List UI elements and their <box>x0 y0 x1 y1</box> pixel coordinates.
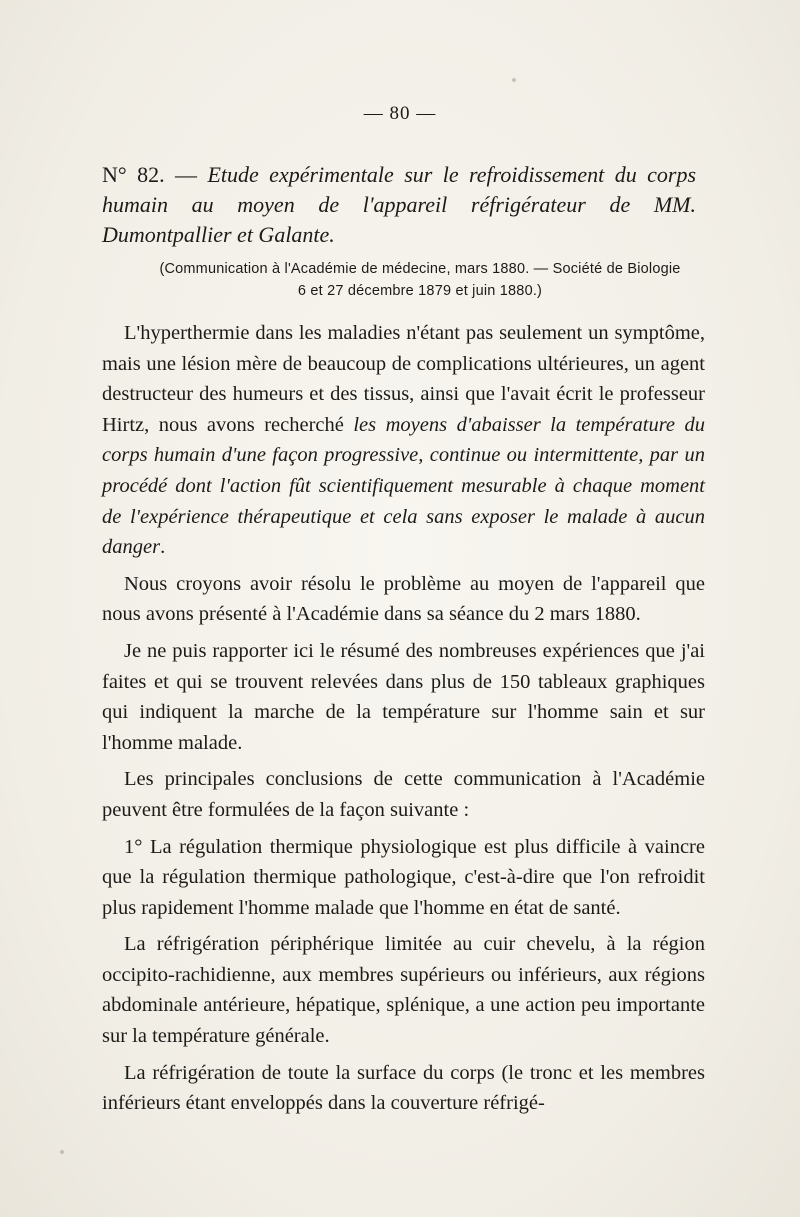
body-text <box>102 318 705 1125</box>
paragraph-5: 1° La régulation thermique physiologique est plus difficile à vaincre que la régulation thermique pathologique, c'est-à-dire que l'on refroidit plus rapidement l'homme malade que l'homme en état de santé. <box>102 835 705 919</box>
entry-heading <box>102 160 696 250</box>
citation-line-1: (Communication à l'Académie de médecine, mars 1880. — Société de Biologie <box>159 261 681 277</box>
paragraph-2: Nous croyons avoir résolu le problème au moyen de l'appareil que nous avons présenté à l'Académie dans sa séance du 2 mars 1880. <box>102 572 705 626</box>
entry-number: N° 82. — <box>102 162 198 187</box>
paragraph-7: La réfrigération de toute la surface du corps (le tronc et les membres inférieurs étant enveloppés dans la couverture réfrigé- <box>102 1061 705 1115</box>
paragraph-3: Je ne puis rapporter ici le résumé des nombreuses expériences que j'ai faites et qui se trouvent relevées dans plus de 150 tableaux graphiques qui indiquent la marche de la température sur l'homme sain et sur l'homme malade. <box>102 639 705 754</box>
paragraph-1-end: . <box>160 536 166 559</box>
citation <box>150 258 690 302</box>
page-number: — 80 — <box>363 103 437 124</box>
paragraph-6: La réfrigération périphérique limitée au cuir chevelu, à la région occipito-rachidienne, aux membres supérieurs ou inférieurs, aux régions abdominale antérieure, hépatique, splénique, a une action peu importante sur la température générale. <box>102 933 705 1048</box>
paragraph-1-text: L'hyperthermie dans les maladies n'étant pas seulement un symptôme, mais une lésion mère de beaucoup de complications ultérieures, un agent destructeur des humeurs et des tissus, ainsi que l'avait écrit le professeur Hirtz, nous avons recherché <box>102 322 705 436</box>
entry-title: Etude expérimentale sur le refroidissement du corps humain au moyen de l'appareil réfrigérateur de MM. Dumontpallier et Galante. <box>102 162 697 247</box>
paragraph-1-italic: les moyens d'abaisser la température du corps humain d'une façon progressive, continue ou intermittente, par un procédé dont l'action fût scientifiquement mesurable à chaque moment de l'expérience thérapeutique et cela sans exposer le malade à aucun danger <box>102 413 705 559</box>
paragraph-4: Les principales conclusions de cette communication à l'Académie peuvent être formulées de la façon suivante : <box>102 768 705 821</box>
paragraph-1 <box>102 318 705 563</box>
citation-line-2: 6 et 27 décembre 1879 et juin 1880.) <box>297 283 543 299</box>
paper-speck <box>60 1150 64 1154</box>
paper-speck <box>512 78 516 82</box>
